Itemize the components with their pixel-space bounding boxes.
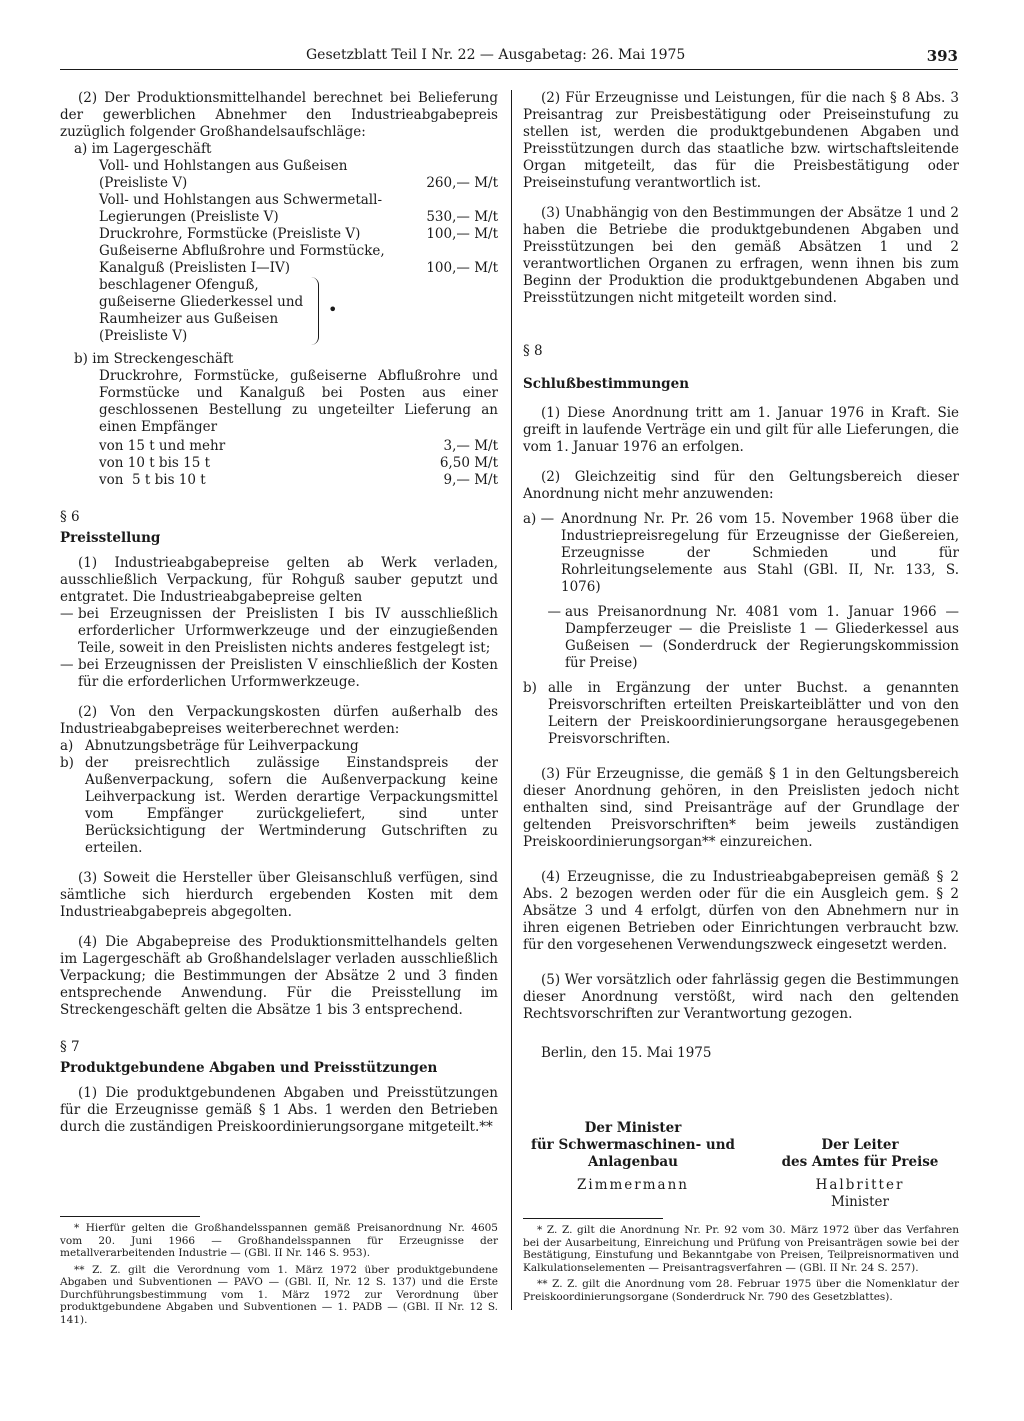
paragraph: (5) Wer vorsätzlich oder fahrlässig gegen die Bestimmungen dieser Anordnung verstößt, wird nach den geltenden Rechtsvorschriften zur Verantwortung gezogen.	[523, 972, 959, 1022]
list-item	[60, 755, 498, 857]
price-row	[60, 158, 498, 192]
section-heading: Preisstellung	[60, 530, 161, 546]
list-label: b) im Streckengeschäft	[74, 351, 234, 367]
section-number: § 6	[60, 509, 80, 525]
price-row-value: 260,— M/t	[426, 175, 498, 191]
price-row-text: von 10 t bis 15 t	[99, 455, 210, 471]
paragraph: Druckrohre, Formstücke, gußeiserne Abflußrohre und Formstücke und Kanalguß bei Posten aus einer geschlossenen Bestellung zu ungeteilter Lieferung an einen Empfänger	[99, 368, 498, 435]
price-row-text: von 5 t bis 10 t	[99, 472, 206, 488]
list-item-text: Anordnung Nr. Pr. 26 vom 15. November 1968 über die Industriepreisregelung für Erzeugnisse der Gießereien, Erzeugnisse der Schmieden und für Rohrleitungselemente aus Stahl (GBl. II, Nr. 133, S. 1076)	[561, 511, 959, 595]
list-marker: a) —	[523, 511, 555, 527]
list-item	[523, 680, 959, 748]
list-marker: b)	[523, 680, 537, 696]
brace-line: gußeiserne Gliederkessel und	[99, 294, 304, 310]
dash-item	[60, 657, 498, 691]
section-heading: Schlußbestimmungen	[523, 376, 690, 392]
price-row	[60, 192, 498, 226]
page-header	[60, 47, 958, 70]
column-divider	[511, 90, 512, 1310]
signatory-title: Der Minister	[584, 1120, 682, 1136]
list-item	[523, 511, 959, 596]
section-number: § 8	[523, 343, 543, 359]
price-row	[60, 243, 498, 277]
price-row-text: Voll- und Hohlstangen aus Schwermetall-Legierungen (Preisliste V)	[99, 192, 382, 225]
curly-brace-icon	[308, 277, 319, 345]
price-row-value: 530,— M/t	[426, 209, 498, 225]
footnote-rule	[60, 1216, 200, 1217]
paragraph: (2) Der Produktionsmittelhandel berechnet bei Belieferung der gewerblichen Abnehmer den Industrieabgabepreis zuzüglich folgender Großhandelsaufschläge:	[60, 90, 498, 140]
list-label: a) im Lagergeschäft	[74, 141, 212, 157]
signature-block-price-office	[755, 1137, 965, 1211]
right-column	[523, 90, 959, 1062]
list-marker: b)	[60, 755, 74, 771]
footnotes-left	[60, 1222, 498, 1326]
price-row-text: Voll- und Hohlstangen aus Gußeisen (Preisliste V)	[99, 158, 348, 191]
signatory-name: Zimmermann	[577, 1177, 689, 1193]
price-row-value: 9,— M/t	[443, 472, 498, 488]
list-item-text: aus Preisanordnung Nr. 4081 vom 1. Januar 1966 — Dampferzeuger — die Preisliste 1 — Gliederkessel aus Gußeisen — (Sonderdruck der Regierungskommission für Preise)	[565, 604, 959, 671]
price-row-value: 6,50 M/t	[439, 455, 498, 471]
footnote: ** Z. Z. gilt die Anordnung vom 28. Februar 1975 über die Nomenklatur der Preiskoordinierungsorgane (Sonderdruck Nr. 790 des Gesetzblattes).	[523, 1278, 959, 1303]
paragraph: (2) Gleichzeitig sind für den Geltungsbereich dieser Anordnung nicht mehr anzuwenden:	[523, 469, 959, 502]
list-item-text: alle in Ergänzung der unter Buchst. a genannten Preisvorschriften erteilten Preiskarteiblätter und von den Leitern der Preiskoordinierungsorgane herausgegebenen Preisvorschriften.	[548, 680, 959, 747]
dash-marker: —	[60, 657, 74, 673]
price-row-text: Gußeiserne Abflußrohre und Formstücke, Kanalguß (Preislisten I—IV)	[99, 243, 385, 276]
paragraph: (3) Soweit die Hersteller über Gleisanschluß verfügen, sind sämtliche sich hierdurch ergebenden Kosten mit dem Industrieabgabepreis abgegolten.	[60, 870, 498, 920]
list-item-text: der preisrechtlich zulässige Einstandspreis der Außenverpackung, sofern die Außenverpackung keine Leihverpackung ist. Werden derartige Verpackungsmittel vom Empfänger zurückgeliefert, sind unter Berücksichtigung der Wertminderung Gutschriften zu erteilen.	[85, 755, 498, 856]
gazette-title: Gesetzblatt Teil I Nr. 22 — Ausgabetag: 26. Mai 1975	[306, 47, 686, 63]
paragraph: (3) Für Erzeugnisse, die gemäß § 1 in den Geltungsbereich dieser Anordnung gehören, in den Preislisten jedoch nicht enthalten sind, sind Preisanträge auf der Grundlage der geltenden Preisvorschriften* beim jeweils zuständigen Preiskoordinierungsorgan** einzureichen.	[523, 766, 959, 850]
signing-date: Berlin, den 15. Mai 1975	[541, 1045, 712, 1061]
price-row	[60, 472, 498, 489]
paragraph: (2) Von den Verpackungskosten dürfen außerhalb des Industrieabgabepreises weiterberechnet werden:	[60, 704, 498, 737]
signatory-name: Halbritter	[815, 1177, 905, 1193]
paragraph: (4) Erzeugnisse, die zu Industrieabgabepreisen gemäß § 2 Abs. 2 bezogen werden oder für die ein Ausgleich gem. § 2 Absätze 3 und 4 erfolgt, dürfen von den Abnehmern nur in ihren eigenen Betrieben oder Einrichtungen verbraucht bzw. für den vorgesehenen Verwendungszweck eingesetzt werden.	[523, 869, 959, 953]
price-row	[60, 455, 498, 472]
list-item	[60, 738, 498, 755]
signatory-title: für Schwermaschinen- und	[531, 1137, 735, 1153]
price-row-value: 100,— M/t	[426, 226, 498, 242]
price-row-value: 3,— M/t	[443, 438, 498, 454]
dash-item-text: bei Erzeugnissen der Preislisten I bis IV ausschließlich erforderlicher Urformwerkzeuge und der einzugießenden Teile, soweit in den Preislisten nichts anderes festgelegt ist;	[78, 606, 498, 656]
signatory-role: Minister	[831, 1194, 889, 1210]
list-item	[523, 604, 959, 672]
footnote-rule	[523, 1218, 663, 1219]
page-number: 393	[926, 47, 958, 65]
list-marker: a)	[60, 738, 74, 754]
signatory-title: Der Leiter	[821, 1137, 899, 1153]
price-row-text: Druckrohre, Formstücke (Preisliste V)	[99, 226, 361, 242]
signature-block-minister	[523, 1120, 743, 1194]
list-marker: —	[547, 604, 561, 620]
signatory-title: Anlagenbau	[587, 1154, 678, 1170]
paragraph: (1) Diese Anordnung tritt am 1. Januar 1976 in Kraft. Sie greift in laufende Verträge ein und gilt für alle Lieferungen, die vom 1. Januar 1976 an erfolgen.	[523, 405, 959, 455]
paragraph: (2) Für Erzeugnisse und Leistungen, für die nach § 8 Abs. 3 Preisantrag zur Preisbestätigung oder Preiseinstufung zu stellen ist, werden die produktgebundenen Abgaben und Preisstützungen durch das staatliche bzw. wirtschaftsleitende Organ mitgeteilt, das für die Preisbestätigung oder Preiseinstufung verantwortlich ist.	[523, 90, 959, 191]
dash-item-text: bei Erzeugnissen der Preislisten V einschließlich der Kosten für die erforderlichen Urformwerkzeuge.	[78, 657, 498, 690]
footnote: * Z. Z. gilt die Anordnung Nr. Pr. 92 vom 30. März 1972 über das Verfahren bei der Ausarbeitung, Einreichung und Prüfung von Preisanträgen sowie bei der Bestätigung, Einstufung und Bekanntgabe von Preisen, Teilpreisnormativen und Kalkulationselementen — Preisantragsverfahren — (GBl. II Nr. 24 S. 257).	[523, 1224, 959, 1274]
signatory-title: des Amtes für Preise	[781, 1154, 939, 1170]
left-column	[60, 90, 498, 1136]
section-heading: Produktgebundene Abgaben und Preisstützungen	[60, 1060, 438, 1076]
brace-line: Raumheizer aus Gußeisen	[99, 311, 279, 327]
list-item-text: Abnutzungsbeträge für Leihverpackung	[85, 738, 359, 754]
paragraph: (1) Die produktgebundenen Abgaben und Preisstützungen für die Erzeugnisse gemäß § 1 Abs. 1 werden den Betrieben durch die zuständigen Preiskoordinierungsorgane mitgeteilt.**	[60, 1085, 498, 1135]
brace-marker: •	[328, 300, 338, 319]
price-row	[60, 226, 498, 243]
dash-marker: —	[60, 606, 74, 622]
paragraph: (3) Unabhängig von den Bestimmungen der Absätze 1 und 2 haben die Betriebe die produktgebundenen Abgaben und Preisstützungen bei den gemäß Absätzen 1 und 2 verantwortlichen Organen zu erfragen, wenn ihnen bis zum Beginn der Produktion die produktgebundenen Abgaben und Preisstützungen nicht mitgeteilt worden sind.	[523, 205, 959, 306]
price-row-value: 100,— M/t	[426, 260, 498, 276]
section-number: § 7	[60, 1039, 80, 1055]
price-row-text: von 15 t und mehr	[99, 438, 226, 454]
dash-item	[60, 606, 498, 657]
brace-line: beschlagener Ofenguß,	[99, 277, 259, 293]
brace-line: (Preisliste V)	[99, 328, 188, 344]
footnote: ** Z. Z. gilt die Verordnung vom 1. März 1972 über produktgebundene Abgaben und Subventionen — PAVO — (GBl. II, Nr. 12 S. 137) und die Erste Durchführungsbestimmung vom 1. März 1972 zur Verordnung über produktgebundene Abgaben und Subventionen — 1. PADB — (GBl. II Nr. 12 S. 141).	[60, 1263, 498, 1326]
brace-group	[60, 277, 498, 345]
footnote: * Hierfür gelten die Großhandelsspannen gemäß Preisanordnung Nr. 4605 vom 20. Juni 1966 — Großhandelsspannen für Erzeugnisse der metallverarbeitenden Industrie — (GBl. II Nr. 146 S. 953).	[60, 1222, 498, 1259]
price-row	[60, 438, 498, 455]
footnotes-right	[523, 1224, 959, 1303]
paragraph: (1) Industrieabgabepreise gelten ab Werk verladen, ausschließlich Verpackung, für Rohguß sauber geputzt und entgratet. Die Industrieabgabepreise gelten	[60, 555, 498, 605]
paragraph: (4) Die Abgabepreise des Produktionsmittelhandels gelten im Lagergeschäft ab Großhandelslager verladen ausschließlich Verpackung; die Bestimmungen der Absätze 2 und 3 finden entsprechende Anwendung. Für die Preisstellung im Streckengeschäft gelten die Absätze 1 bis 3 entsprechend.	[60, 934, 498, 1018]
